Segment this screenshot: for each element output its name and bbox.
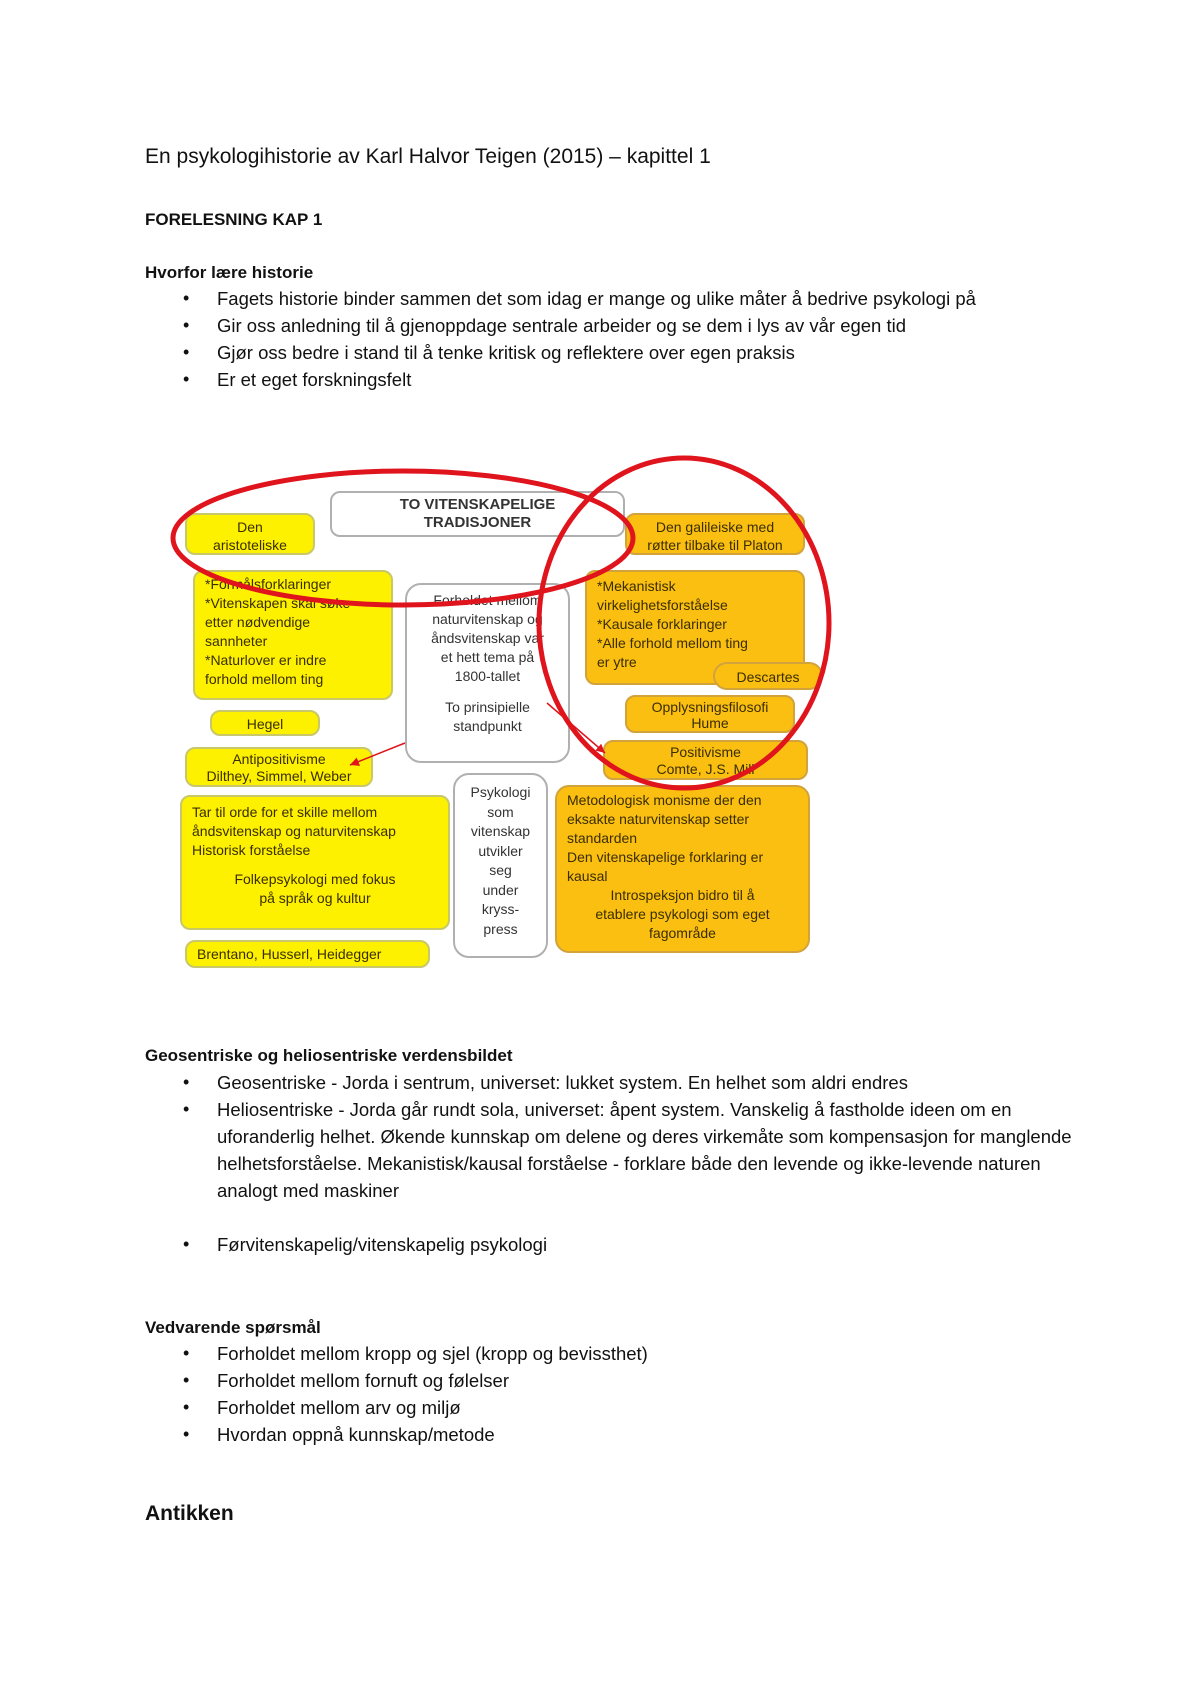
trait-line: *Vitenskapen skal søke xyxy=(205,595,351,611)
worldview-heading: Geosentriske og heliosentriske verdensbildet xyxy=(145,1046,513,1065)
traditions-diagram xyxy=(175,455,875,965)
aristotelian-label: aristoteliske xyxy=(213,537,287,553)
galilean-line: Den galileiske med xyxy=(655,519,775,535)
diagram-title-line: TO VITENSKAPELIGE xyxy=(399,496,556,513)
lecture-heading: FORELESNING KAP 1 xyxy=(145,210,323,229)
aristotelian-label: Den xyxy=(237,519,263,535)
why-history-list xyxy=(145,285,1075,393)
psych-science-line: seg xyxy=(489,862,512,878)
brentano-label: Brentano, Husserl, Heidegger xyxy=(197,946,382,962)
list-item: • Er et eget forskningsfelt xyxy=(183,369,412,390)
list-item: • Geosentriske - Jorda i sentrum, universet: lukket system. En helhet som aldri endres xyxy=(183,1072,908,1093)
psych-science-line: utvikler xyxy=(478,842,523,859)
enduring-list xyxy=(145,1340,1075,1448)
psych-science-line: press xyxy=(483,920,518,937)
distinction-line: Historisk forståelse xyxy=(192,842,311,858)
positivism-names: Comte, J.S. Mill xyxy=(656,761,755,777)
monism-line: Metodologisk monisme der den xyxy=(567,792,762,808)
principles-line: To prinsipielle xyxy=(445,699,530,715)
list-item: • Gjør oss bedre i stand til å tenke kritisk og reflektere over egen praksis xyxy=(183,342,795,363)
mechanistic-line: *Mekanistisk xyxy=(597,578,676,594)
diagram-title-line: TRADISJONER xyxy=(423,514,532,531)
principles-line: standpunkt xyxy=(453,718,522,734)
distinction-line: åndsvitenskap og naturvitenskap xyxy=(192,823,396,839)
list-item: • Fagets historie binder sammen det som idag er mange og ulike måter å bedrive psykologi på xyxy=(183,288,976,309)
list-item: • Førvitenskapelig/vitenskapelig psykologi xyxy=(183,1234,548,1255)
mechanistic-line: *Kausale forklaringer xyxy=(597,616,727,632)
hegel-label: Hegel xyxy=(246,716,284,732)
relation-line: åndsvitenskap var xyxy=(431,630,544,646)
arrow-to-antipositivism xyxy=(350,743,405,765)
list-item: • Forholdet mellom kropp og sjel (kropp og bevissthet) xyxy=(183,1343,648,1364)
antipositivism-label: Antipositivisme xyxy=(232,751,326,767)
distinction-line: Tar til orde for et skille mellom xyxy=(192,804,378,820)
psych-science-line: vitenskap xyxy=(470,823,531,839)
worldview-list xyxy=(145,1069,1075,1258)
mechanistic-line: er ytre xyxy=(597,654,637,670)
introspection-line: fagområde xyxy=(649,925,716,941)
trait-line: *Naturlover er indre xyxy=(205,652,327,668)
relation-line: Forholdet mellom xyxy=(433,592,542,608)
monism-line: Den vitenskapelige forklaring er xyxy=(567,849,764,865)
monism-line: standarden xyxy=(567,830,638,846)
positivism-label: Positivisme xyxy=(670,744,741,760)
trait-line: *Formålsforklaringer xyxy=(205,576,332,592)
list-item: • Forholdet mellom fornuft og følelser xyxy=(183,1370,510,1391)
relation-line: 1800-tallet xyxy=(454,668,521,684)
relation-line: et hett tema på xyxy=(440,649,535,665)
folk-psychology-line: på språk og kultur xyxy=(259,890,371,906)
trait-line: sannheter xyxy=(205,633,268,649)
antipositivism-names: Dilthey, Simmel, Weber xyxy=(206,768,352,784)
list-item: • Hvordan oppnå kunnskap/metode xyxy=(183,1424,495,1445)
diagram-overlay xyxy=(175,455,875,965)
descartes-label: Descartes xyxy=(736,669,800,685)
document-title: En psykologihistorie av Karl Halvor Teigen (2015) – kapittel 1 xyxy=(145,145,711,168)
mechanistic-line: *Alle forhold mellom ting xyxy=(597,635,748,651)
list-item: • Forholdet mellom arv og miljø xyxy=(183,1397,461,1418)
psych-science-line: under xyxy=(482,881,519,898)
next-section-heading: Antikken xyxy=(145,1502,234,1525)
red-circle-right xyxy=(539,458,829,788)
introspection-line: Introspeksjon bidro til å xyxy=(610,887,755,903)
galilean-line: røtter tilbake til Platon xyxy=(647,537,783,553)
arrow-to-positivism xyxy=(547,703,605,753)
introspection-line: etablere psykologi som eget xyxy=(595,906,770,922)
psych-science-line: kryss- xyxy=(481,901,520,917)
list-item: • Gir oss anledning til å gjenoppdage sentrale arbeider og se dem i lys av vår egen tid xyxy=(183,315,907,336)
why-history-heading: Hvorfor lære historie xyxy=(145,263,314,282)
enlightenment-line: Opplysningsfilosofi xyxy=(651,699,769,715)
trait-line: forhold mellom ting xyxy=(205,671,324,687)
enduring-heading: Vedvarende spørsmål xyxy=(145,1318,321,1337)
trait-line: etter nødvendige xyxy=(205,614,311,630)
monism-line: kausal xyxy=(567,868,608,884)
enlightenment-line: Hume xyxy=(691,715,729,731)
red-circle-left xyxy=(173,471,633,605)
monism-line: eksakte naturvitenskap setter xyxy=(567,811,750,827)
list-item: • Heliosentriske - Jorda går rundt sola, universet: åpent system. Vanskelig å fastholde ideen om en uforanderlig helhet. Økende kunnskap om delene og deres virkemåte som kompensasjon for manglende helhetsforståelse. Mekanistisk/kausal forståelse - forklare både den levende og ikke-levende naturen analogt med maskiner xyxy=(183,1099,1072,1201)
mechanistic-line: virkelighetsforståelse xyxy=(597,597,728,613)
folk-psychology-line: Folkepsykologi med fokus xyxy=(234,871,396,887)
psych-science-line: Psykologi xyxy=(470,784,531,800)
psych-science-line: som xyxy=(487,803,514,820)
relation-line: naturvitenskap og xyxy=(432,611,543,627)
